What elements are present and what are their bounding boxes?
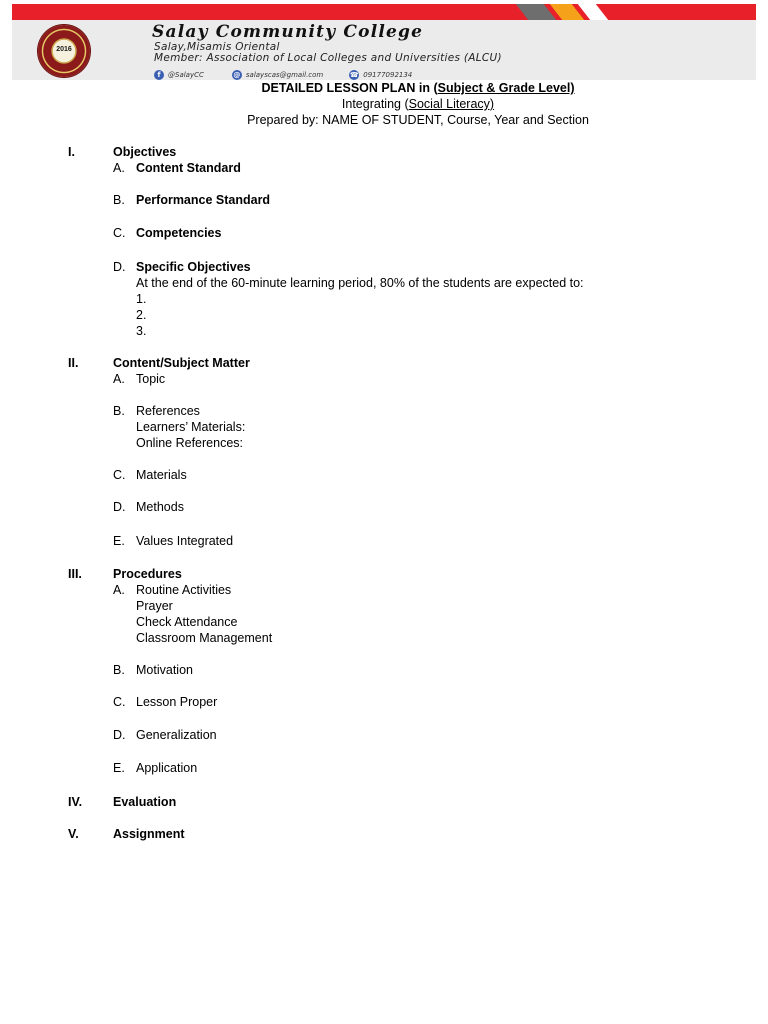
- s2-d-letter: D.: [113, 500, 126, 514]
- section-5-title: Assignment: [113, 827, 185, 841]
- s3-d-letter: D.: [113, 728, 126, 742]
- contact-email: [232, 70, 323, 80]
- s2-b-learners-materials: Learners’ Materials:: [136, 420, 246, 434]
- s2-c-letter: C.: [113, 468, 126, 482]
- college-membership: Member: Association of Local Colleges and Universities (ALCU): [154, 52, 502, 64]
- s3-a-classroom-management: Classroom Management: [136, 631, 273, 645]
- s1-objective-1: 1.: [136, 292, 147, 306]
- section-2-title: Content/Subject Matter: [113, 356, 250, 370]
- header-red-band: [12, 4, 756, 20]
- subtitle-prefix: Integrating (: [341, 97, 409, 111]
- s1-d-description: At the end of the 60-minute learning period, 80% of the students are expected to:: [136, 276, 584, 290]
- s3-a-attendance: Check Attendance: [136, 615, 238, 629]
- s3-c-letter: C.: [113, 695, 126, 709]
- section-1-title: Objectives: [113, 145, 177, 159]
- title-paren: (: [433, 81, 438, 95]
- facebook-icon: f: [154, 70, 164, 80]
- contact-row: [154, 69, 428, 81]
- s1-a-letter: A.: [113, 161, 125, 175]
- header-top-bar: [12, 4, 756, 20]
- s1-d-label: Specific Objectives: [136, 260, 251, 274]
- section-4-number: IV.: [68, 795, 83, 809]
- college-seal-logo: [38, 25, 90, 77]
- section-2-number: II.: [68, 356, 79, 370]
- s3-e-letter: E.: [113, 761, 125, 775]
- s2-c-label: Materials: [136, 468, 187, 482]
- s2-e-label: Values Integrated: [136, 534, 234, 548]
- subtitle-subject: Social Literacy): [408, 97, 495, 111]
- s1-c-letter: C.: [113, 226, 126, 240]
- s2-b-online-references: Online References:: [136, 436, 244, 450]
- section-4-title: Evaluation: [113, 795, 177, 809]
- section-3-title: Procedures: [113, 567, 182, 581]
- s1-b-letter: B.: [113, 193, 125, 207]
- college-name: Salay Community College: [152, 22, 424, 42]
- s3-a-prayer: Prayer: [136, 599, 173, 613]
- contact-facebook: [154, 70, 204, 80]
- s1-objective-2: 2.: [136, 308, 147, 322]
- s2-b-letter: B.: [113, 404, 125, 418]
- s3-e-label: Application: [136, 761, 198, 775]
- email-icon: @: [233, 71, 241, 79]
- contact-phone-text: 09177092134: [363, 71, 413, 79]
- section-1-number: I.: [68, 145, 75, 159]
- document-title: [0, 81, 768, 95]
- s3-a-label: Routine Activities: [136, 583, 232, 597]
- section-5-number: V.: [68, 827, 79, 841]
- s1-objective-3: 3.: [136, 324, 147, 338]
- s1-d-letter: D.: [113, 260, 126, 274]
- section-3-number: III.: [68, 567, 82, 581]
- seal-year: 2016: [56, 46, 72, 53]
- college-address: Salay,Misamis Oriental: [154, 41, 280, 53]
- s2-d-label: Methods: [136, 500, 184, 514]
- s2-e-letter: E.: [113, 534, 125, 548]
- title-prefix: DETAILED LESSON PLAN in: [261, 81, 434, 95]
- contact-facebook-text: @SalayCC: [168, 71, 204, 79]
- phone-icon: ☎: [349, 71, 359, 79]
- s1-a-label: Content Standard: [136, 161, 241, 175]
- prepared-by: Prepared by: NAME OF STUDENT, Course, Year and Section: [247, 113, 589, 127]
- s3-a-letter: A.: [113, 583, 125, 597]
- title-subject: Subject & Grade Level): [437, 81, 575, 95]
- s2-a-label: Topic: [136, 372, 166, 386]
- s3-b-label: Motivation: [136, 663, 193, 677]
- s2-b-label: References: [136, 404, 200, 418]
- s1-b-label: Performance Standard: [136, 193, 271, 207]
- s3-c-label: Lesson Proper: [136, 695, 218, 709]
- s3-b-letter: B.: [113, 663, 125, 677]
- s3-d-label: Generalization: [136, 728, 217, 742]
- contact-email-text: salayscas@gmail.com: [245, 71, 324, 79]
- contact-phone: [349, 70, 412, 80]
- s2-a-letter: A.: [113, 372, 125, 386]
- document-subtitle: [0, 97, 768, 111]
- s1-c-label: Competencies: [136, 226, 222, 240]
